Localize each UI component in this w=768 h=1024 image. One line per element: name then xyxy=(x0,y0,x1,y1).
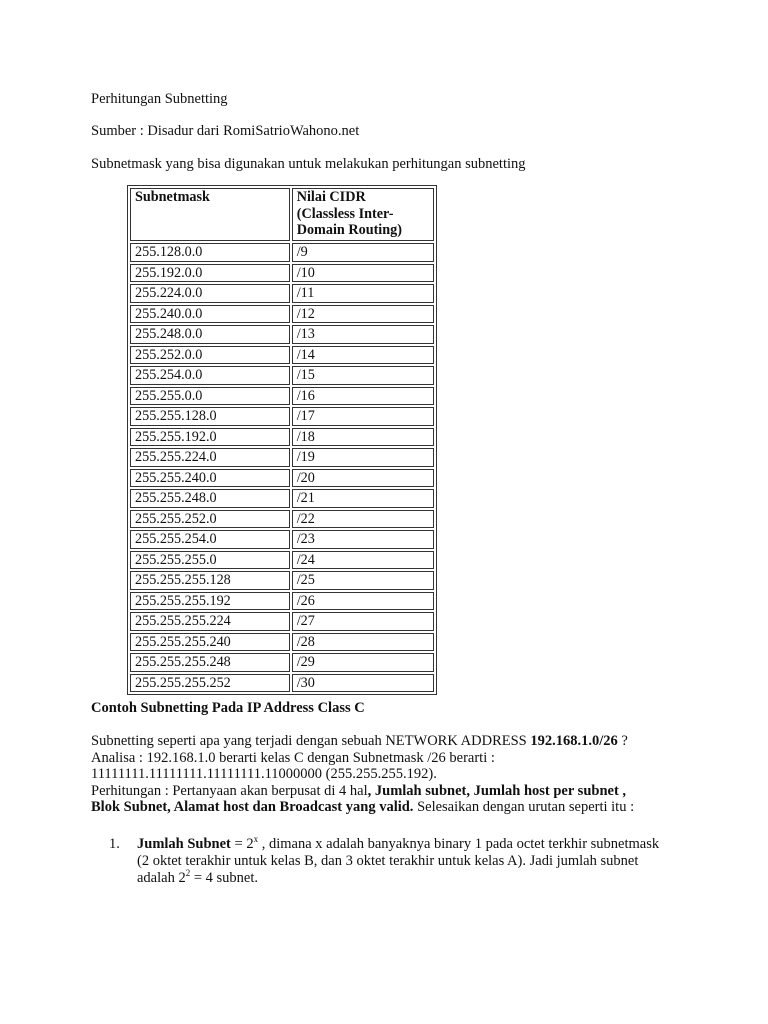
table-header-row xyxy=(130,188,434,241)
table-row xyxy=(130,243,434,262)
example-text: ? xyxy=(617,733,628,749)
header-subnetmask: Subnetmask xyxy=(130,188,290,241)
example-line-2: Analisa : 192.168.1.0 berarti kelas C dengan Subnetmask /26 berarti : xyxy=(91,749,495,766)
cell-subnetmask: 255.224.0.0 xyxy=(130,284,290,303)
list-item xyxy=(91,836,711,887)
list-item-line-2: (2 oktet terakhir untuk kelas B, dan 3 oktet terakhir untuk kelas A). Jadi jumlah subnet xyxy=(137,853,639,869)
cell-subnetmask: 255.255.255.248 xyxy=(130,653,290,672)
example-emphasis: Blok Subnet, Alamat host dan Broadcast yang valid. xyxy=(91,799,414,815)
cell-cidr: /9 xyxy=(292,243,434,262)
example-text: Subnetting seperti apa yang terjadi dengan sebuah NETWORK ADDRESS xyxy=(91,733,531,749)
header-cidr-line: (Classless Inter- xyxy=(296,205,394,222)
cell-cidr: /12 xyxy=(292,305,434,324)
example-heading: Contoh Subnetting Pada IP Address Class C xyxy=(91,700,365,716)
formula-text: = 2 xyxy=(230,836,254,852)
cell-subnetmask: 255.252.0.0 xyxy=(130,346,290,365)
intro-paragraph: Subnetmask yang bisa digunakan untuk melakukan perhitungan subnetting xyxy=(91,156,526,172)
cell-cidr: /26 xyxy=(292,592,434,611)
table-row xyxy=(130,612,434,631)
cell-cidr: /20 xyxy=(292,469,434,488)
table-row xyxy=(130,387,434,406)
cell-subnetmask: 255.255.255.192 xyxy=(130,592,290,611)
table-row xyxy=(130,510,434,529)
table-row xyxy=(130,530,434,549)
subnet-table xyxy=(127,185,437,695)
cell-subnetmask: 255.255.224.0 xyxy=(130,448,290,467)
table-row xyxy=(130,633,434,652)
cell-cidr: /22 xyxy=(292,510,434,529)
cell-subnetmask: 255.255.255.0 xyxy=(130,551,290,570)
cell-cidr: /13 xyxy=(292,325,434,344)
table-row xyxy=(130,469,434,488)
table-row xyxy=(130,571,434,590)
cell-subnetmask: 255.255.255.252 xyxy=(130,674,290,693)
table-row xyxy=(130,592,434,611)
cell-subnetmask: 255.255.254.0 xyxy=(130,530,290,549)
cell-subnetmask: 255.255.192.0 xyxy=(130,428,290,447)
cell-subnetmask: 255.248.0.0 xyxy=(130,325,290,344)
cell-cidr: /21 xyxy=(292,489,434,508)
list-number: 1. xyxy=(109,836,120,852)
header-cidr xyxy=(292,188,434,241)
list-item-label: Jumlah Subnet xyxy=(137,836,231,852)
cell-cidr: /18 xyxy=(292,428,434,447)
cell-cidr: /30 xyxy=(292,674,434,693)
example-line-3: 11111111.11111111.11111111.11000000 (255.255.255.192). xyxy=(91,766,437,782)
table-row xyxy=(130,264,434,283)
table-row xyxy=(130,448,434,467)
cell-subnetmask: 255.128.0.0 xyxy=(130,243,290,262)
cell-subnetmask: 255.255.255.224 xyxy=(130,612,290,631)
list-item-text: , dimana x adalah banyaknya binary 1 pada octet terkhir subnetmask xyxy=(258,836,660,852)
example-line-5 xyxy=(91,799,711,816)
formula-exponent: x xyxy=(253,834,259,844)
table-row xyxy=(130,489,434,508)
table-row xyxy=(130,284,434,303)
list-item-line-3 xyxy=(137,870,711,887)
numbered-list xyxy=(91,836,711,887)
cell-cidr: /19 xyxy=(292,448,434,467)
cell-cidr: /29 xyxy=(292,653,434,672)
table-row xyxy=(130,325,434,344)
list-item-text: = 4 subnet. xyxy=(190,870,259,886)
cell-subnetmask: 255.255.252.0 xyxy=(130,510,290,529)
example-text: Selesaikan dengan urutan seperti itu : xyxy=(413,799,635,815)
cell-cidr: /14 xyxy=(292,346,434,365)
example-line-1 xyxy=(91,733,711,750)
cell-cidr: /10 xyxy=(292,264,434,283)
cell-cidr: /11 xyxy=(292,284,434,303)
cell-subnetmask: 255.255.128.0 xyxy=(130,407,290,426)
table-row xyxy=(130,366,434,385)
document-title: Perhitungan Subnetting xyxy=(91,91,228,107)
cell-subnetmask: 255.240.0.0 xyxy=(130,305,290,324)
cell-subnetmask: 255.255.248.0 xyxy=(130,489,290,508)
cell-subnetmask: 255.254.0.0 xyxy=(130,366,290,385)
table-row xyxy=(130,428,434,447)
cell-cidr: /16 xyxy=(292,387,434,406)
subnet-table-container xyxy=(127,185,437,695)
formula-exponent: 2 xyxy=(185,868,191,878)
list-item-text: adalah 2 xyxy=(137,870,186,886)
example-text: Perhitungan : Pertanyaan akan berpusat di 4 hal xyxy=(91,782,368,799)
table-row xyxy=(130,346,434,365)
header-cidr-line: Domain Routing) xyxy=(296,222,402,238)
list-item-line-1 xyxy=(137,836,711,853)
cell-subnetmask: 255.255.255.240 xyxy=(130,633,290,652)
cell-subnetmask: 255.192.0.0 xyxy=(130,264,290,283)
table-row xyxy=(130,407,434,426)
cell-cidr: /17 xyxy=(292,407,434,426)
cell-cidr: /25 xyxy=(292,571,434,590)
cell-cidr: /15 xyxy=(292,366,434,385)
source-line: Sumber : Disadur dari RomiSatrioWahono.net xyxy=(91,123,360,139)
table-body xyxy=(130,243,434,692)
cell-subnetmask: 255.255.240.0 xyxy=(130,469,290,488)
cell-subnetmask: 255.255.255.128 xyxy=(130,571,290,590)
cell-cidr: /28 xyxy=(292,633,434,652)
network-address: 192.168.1.0/26 xyxy=(530,733,618,749)
table-row xyxy=(130,653,434,672)
table-row xyxy=(130,305,434,324)
table-row xyxy=(130,551,434,570)
cell-subnetmask: 255.255.0.0 xyxy=(130,387,290,406)
table-row xyxy=(130,674,434,693)
cell-cidr: /27 xyxy=(292,612,434,631)
example-line-4 xyxy=(91,783,711,800)
header-cidr-line: Nilai CIDR xyxy=(296,189,366,205)
cell-cidr: /24 xyxy=(292,551,434,570)
example-paragraph xyxy=(91,733,711,816)
cell-cidr: /23 xyxy=(292,530,434,549)
example-emphasis: , Jumlah subnet, Jumlah host per subnet , xyxy=(367,782,627,799)
